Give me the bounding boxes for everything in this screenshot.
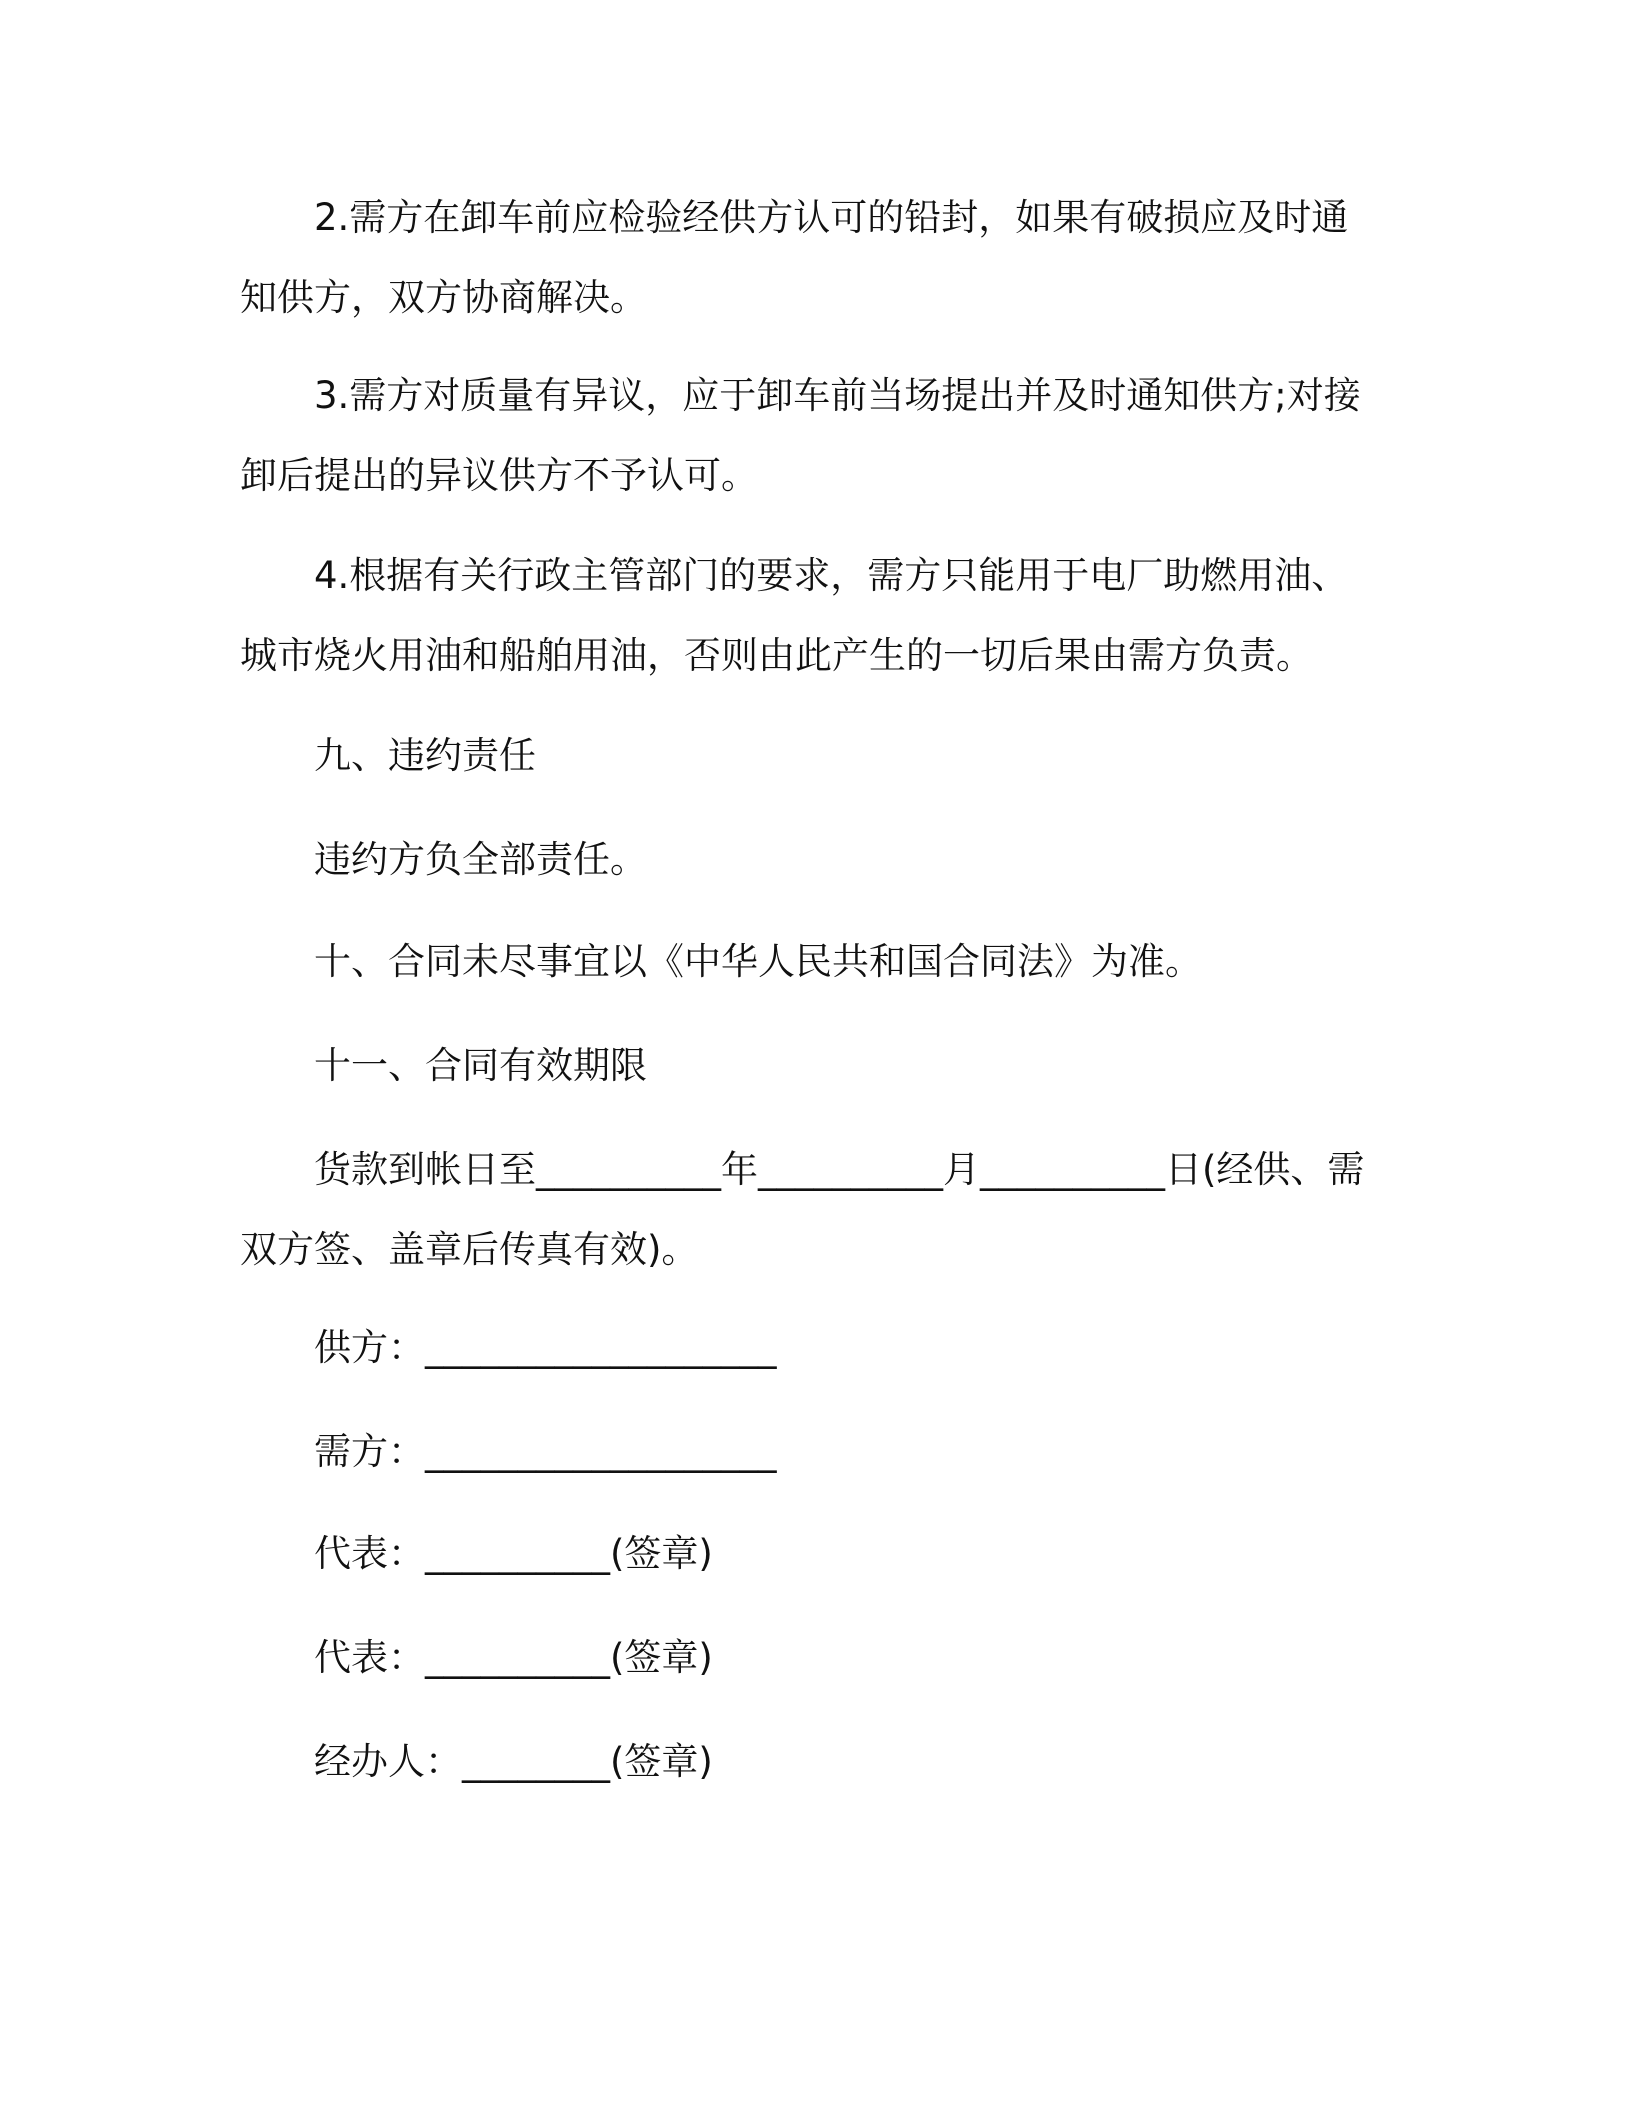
validity-line-2: 双方签、盖章后传真有效)。 — [240, 1228, 699, 1271]
clause-8-2 — [240, 178, 1370, 338]
validity-period — [240, 1130, 1370, 1290]
clause-8-4-line-2: 城市烧火用油和船舶用油，否则由此产生的一切后果由需方负责。 — [240, 634, 1313, 677]
supplier-signature-line: 供方：___________________ — [314, 1326, 777, 1369]
validity-line-1: 货款到帐日至__________年__________月__________日(经供、需 — [314, 1148, 1365, 1191]
representative-signature-1: 代表：__________(签章) — [314, 1532, 713, 1575]
section-10: 十、合同未尽事宜以《中华人民共和国合同法》为准。 — [314, 940, 1202, 983]
clause-8-3-line-2: 卸后提出的异议供方不予认可。 — [240, 454, 758, 497]
clause-8-4-line-1: 4.根据有关行政主管部门的要求，需方只能用于电厂助燃用油、 — [314, 554, 1349, 597]
clause-8-2-line-1: 2.需方在卸车前应检验经供方认可的铅封，如果有破损应及时通 — [314, 196, 1349, 239]
clause-8-3-line-1: 3.需方对质量有异议，应于卸车前当场提出并及时通知供方;对接 — [314, 374, 1361, 417]
clause-8-2-line-2: 知供方，双方协商解决。 — [240, 276, 647, 319]
section-9-body: 违约方负全部责任。 — [314, 838, 647, 881]
clause-8-3 — [240, 356, 1370, 516]
representative-signature-2: 代表：__________(签章) — [314, 1636, 713, 1679]
section-9-title: 九、违约责任 — [314, 734, 536, 777]
clause-8-4 — [240, 536, 1370, 696]
buyer-signature-line: 需方：___________________ — [314, 1430, 777, 1473]
section-11-title: 十一、合同有效期限 — [314, 1044, 647, 1087]
handler-signature-line: 经办人：________(签章) — [314, 1740, 713, 1783]
